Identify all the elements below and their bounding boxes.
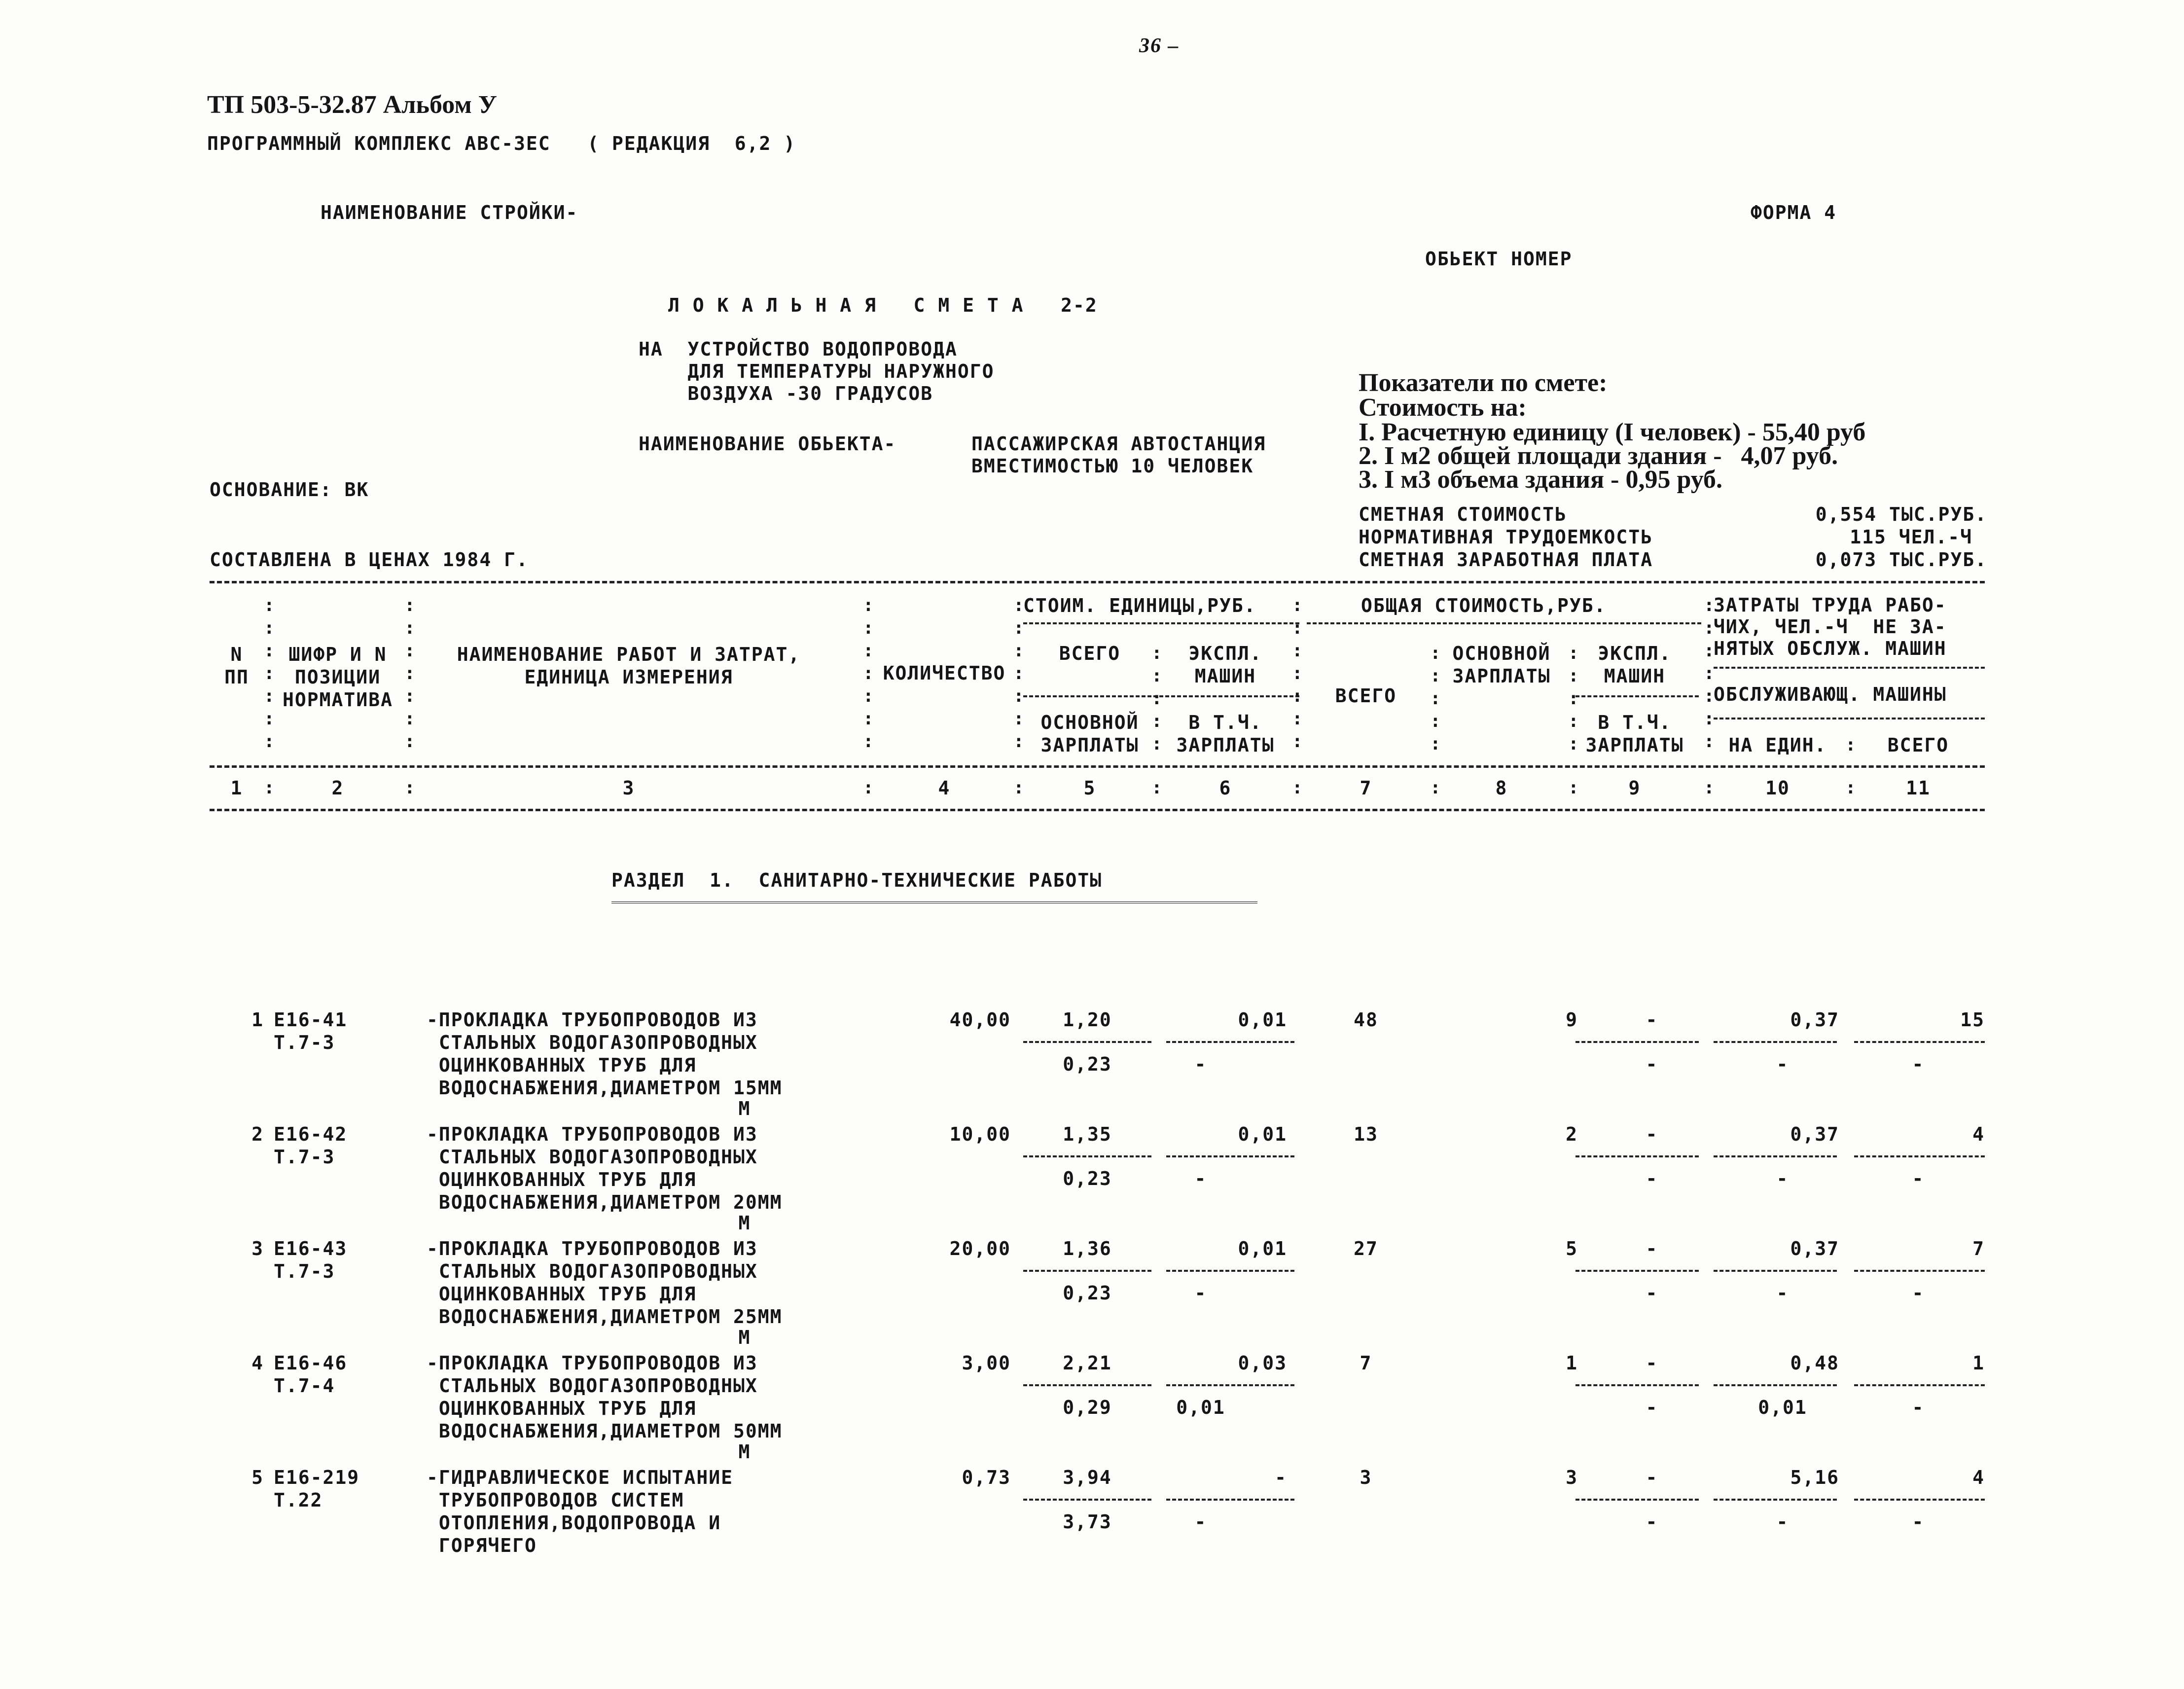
summary-label-cost: СМЕТНАЯ СТОИМОСТЬ <box>1359 503 1567 525</box>
row-unit-cost-total: 3,94 <box>1063 1467 1112 1488</box>
row-total-machines-salary: - <box>1646 1053 1658 1075</box>
document-page: 36 – ТП 503-5-32.87 Альбом У ПРОГРАММНЫЙ КОМПЛЕКС АВС-ЗЕС ( РЕДАКЦИЯ 6,2 ) НАИМЕНОВАНИЕ СТРОЙКИ- ФОРМА 4 ОБЬЕКТ НОМЕР Л О К А Л Ь Н А Я С М Е Т А 2-2 НА УСТРОЙСТВО ВОДОПРОВОДА ДЛЯ ТЕМПЕРАТУРЫ НАРУЖНОГО ВОЗДУХА -30 ГРАДУСОВ НАИМЕНОВАНИЕ ОБЬЕКТА- ПАССАЖИРСКАЯ АВТОСТАНЦИЯ ВМЕСТИМОСТЬЮ 10 ЧЕЛОВЕК ОСНОВАНИЕ: ВК СОСТАВЛЕНА В ЦЕНАХ 1984 Г. Показатели по смете: Стоимость на: I. Расчетную единицу (I человек) - 55,40 руб 2. I м2 общей площади здания - 4,07 руб. 3. I м3 объема здания - 0,95 руб. СМЕТНАЯ СТОИМОСТЬ 0,554 ТЫС.РУБ. НОРМАТИВНАЯ ТРУДОЕМКОСТЬ 115 ЧЕЛ.-Ч СМЕТНАЯ ЗАРАБОТНАЯ ПЛАТА 0,073 ТЫС.РУБ. N ПП ШИФР И N ПОЗИЦИИ НОРМАТИВА НАИМЕНОВАНИЕ РАБОТ И ЗАТРАТ, ЕДИНИЦА ИЗМЕРЕНИЯ КОЛИЧЕСТВО СТОИМ. ЕДИНИЦЫ,РУБ. ВСЕГО ЭКСПЛ. МАШИН ОСНОВНОЙ ЗАРПЛАТЫ В Т.Ч. ЗАРПЛАТЫ ОБЩАЯ СТОИМОСТЬ,РУБ. ВСЕГО ОСНОВНОЙ ЗАРПЛАТЫ ЭКСПЛ. МАШИН В Т.Ч. ЗАРПЛАТЫ ЗАТРАТЫ ТРУДА РАБО- ЧИХ, ЧЕЛ.-Ч НЕ ЗА- НЯТЫХ ОБСЛУЖ. МАШИН ОБСЛУЖИВАЮЩ. МАШИНЫ НА ЕДИН. ВСЕГО : : : : : : : : : : : : : : : : : : : : : : : : : : : : : : : : : : : : : : : : : : : : : : : : : : : : : : : : : : 1 2 3 4 5 6 7 8 9 10 11 : : : : : : : : : : РАЗДЕЛ 1. САНИТАРНО-ТЕХНИЧЕСКИЕ РАБОТЫ 1 Е16-41 Т.7-3 -ПРОКЛАДКА ТРУБОПРОВОДОВ ИЗ СТАЛЬНЫХ ВОДОГАЗОПРОВОДНЫХ ОЦИНКОВАННЫХ ТРУБ ДЛЯ ВОДОСНАБЖЕНИЯ,ДИАМЕТРОМ 15ММ 40,00 1,20 0,01 0,23 - 48 9 - - 0,37 15 - - М 2 Е16-42 Т.7-3 -ПРОКЛАДКА ТРУБОПРОВОДОВ ИЗ СТАЛЬНЫХ ВОДОГАЗОПРОВОДНЫХ ОЦИНКОВАННЫХ ТРУБ ДЛЯ ВОДОСНАБЖЕНИЯ,ДИАМЕТРОМ 20ММ 10,00 1,35 0,01 0,23 - 13 2 - - 0,37 4 - - М 3 Е16-43 Т.7-3 -ПРОКЛАДКА ТРУБОПРОВОДОВ ИЗ СТАЛЬНЫХ ВОДОГАЗОПРОВОДНЫХ ОЦИНКОВАННЫХ ТРУБ ДЛЯ ВОДОСНАБЖЕНИЯ,ДИАМЕТРОМ 25ММ 20,00 1,36 0,01 0,23 - 27 5 - - 0,37 7 - - М 4 Е16-46 Т.7-4 -ПРОКЛАДКА ТРУБОПРОВОДОВ ИЗ СТАЛЬНЫХ ВОДОГАЗОПРОВОДНЫХ ОЦИНКОВАННЫХ ТРУБ ДЛЯ ВОДОСНАБЖЕНИЯ,ДИАМЕТРОМ 50ММ 3,00 2,21 0,03 0,29 0,01 7 1 - - 0,48 1 0,01 - М 5 Е16-219 Т.22 -ГИДРАВЛИЧЕСКОЕ ИСПЫТАНИЕ ТРУБОПРОВОДОВ СИСТЕМ ОТОПЛЕНИЯ,ВОДОПРОВОДА И ГОРЯЧЕГО 0,73 3,94 - 3,73 - 3 3 - - 5,16 4 - - <box>0 0 2184 1689</box>
album-reference: ТП 503-5-32.87 Альбом У <box>207 91 497 119</box>
row-total: 3 <box>1360 1467 1372 1488</box>
row-unit-cost-machines: 0,01 <box>1238 1238 1287 1259</box>
row-unit-cost-total: 2,21 <box>1063 1352 1112 1374</box>
indicators-heading: Показатели по смете: <box>1359 369 1608 397</box>
row-total-machines: - <box>1646 1123 1658 1145</box>
row-subdivider <box>1854 1041 1985 1043</box>
row-quantity: 3,00 <box>962 1352 1011 1374</box>
col-number-10: 10 <box>1765 777 1790 799</box>
row-quantity: 40,00 <box>949 1009 1011 1031</box>
row-norm-code: Е16-43 Т.7-3 <box>274 1238 348 1282</box>
row-labor2-per-unit: - <box>1776 1282 1789 1304</box>
row-norm-code: Е16-46 Т.7-4 <box>274 1352 348 1397</box>
header-labor-rule-1 <box>1714 667 1985 669</box>
row-subdivider <box>1023 1155 1151 1157</box>
col-number-5: 5 <box>1083 777 1096 799</box>
row-total: 27 <box>1354 1238 1378 1259</box>
row-number: 1 <box>251 1009 264 1031</box>
row-labor-total: 7 <box>1972 1238 1985 1259</box>
header-col-2: ШИФР И N ПОЗИЦИИ НОРМАТИВА <box>283 644 393 711</box>
header-col-9-top: ЭКСПЛ. МАШИН <box>1598 643 1672 687</box>
row-quantity: 10,00 <box>949 1123 1011 1145</box>
row-subdivider <box>1575 1270 1699 1272</box>
row-labor-per-unit: 5,16 <box>1790 1467 1839 1488</box>
row-subdivider <box>1166 1270 1294 1272</box>
row-number: 2 <box>251 1123 264 1145</box>
row-labor2-total: - <box>1912 1053 1925 1075</box>
header-col-9-bottom: В Т.Ч. ЗАРПЛАТЫ <box>1585 712 1684 756</box>
subject-line-2: ДЛЯ ТЕМПЕРАТУРЫ НАРУЖНОГО <box>639 360 995 382</box>
document-title: Л О К А Л Ь Н А Я С М Е Т А 2-2 <box>668 294 1098 316</box>
row-labor-per-unit: 0,37 <box>1790 1123 1839 1145</box>
row-unit-cost-salary: 0,23 <box>1063 1282 1112 1304</box>
col-number-8: 8 <box>1495 777 1508 799</box>
header-col-7: ВСЕГО <box>1335 685 1397 707</box>
header-total-cost-rule <box>1307 622 1701 624</box>
row-total: 48 <box>1354 1009 1378 1031</box>
row-labor-total: 15 <box>1960 1009 1985 1031</box>
row-subdivider <box>1575 1384 1699 1386</box>
header-col-6-bottom: В Т.Ч. ЗАРПЛАТЫ <box>1176 712 1275 756</box>
row-total-salary: 2 <box>1566 1123 1578 1145</box>
row-unit-cost-machines: 0,01 <box>1238 1009 1287 1031</box>
row-total-machines: - <box>1646 1238 1658 1259</box>
row-subdivider <box>1023 1041 1151 1043</box>
header-col-1: N ПП <box>224 644 249 688</box>
row-subdivider <box>1023 1499 1151 1501</box>
row-subdivider <box>1575 1155 1699 1157</box>
row-unit: М <box>738 1441 751 1463</box>
row-subdivider <box>1575 1041 1699 1043</box>
row-subdivider <box>1854 1270 1985 1272</box>
header-labor-sub: ОБСЛУЖИВАЮЩ. МАШИНЫ <box>1714 683 1947 705</box>
summary-value-cost: 0,554 ТЫС.РУБ. <box>1815 503 1987 525</box>
col-number-1: 1 <box>230 777 243 799</box>
row-number: 3 <box>251 1238 264 1259</box>
construction-label: НАИМЕНОВАНИЕ СТРОЙКИ- <box>321 202 578 223</box>
row-total-machines: - <box>1646 1467 1658 1488</box>
row-subdivider <box>1714 1384 1837 1386</box>
col-number-9: 9 <box>1628 777 1641 799</box>
header-labor: ЗАТРАТЫ ТРУДА РАБО- ЧИХ, ЧЕЛ.-Ч НЕ ЗА- НЯТЫХ ОБСЛУЖ. МАШИН <box>1714 594 1947 659</box>
header-labor-rule-2 <box>1714 718 1985 719</box>
row-unit-cost-machines-salary: - <box>1194 1053 1207 1075</box>
section-title: РАЗДЕЛ 1. САНИТАРНО-ТЕХНИЧЕСКИЕ РАБОТЫ <box>611 869 1103 891</box>
row-total-machines-salary: - <box>1646 1168 1658 1189</box>
row-total-salary: 9 <box>1566 1009 1578 1031</box>
header-col-4: КОЛИЧЕСТВО <box>883 662 1006 684</box>
row-labor2-total: - <box>1912 1397 1925 1418</box>
row-unit-cost-machines-salary: - <box>1194 1168 1207 1189</box>
col-number-11: 11 <box>1906 777 1931 799</box>
row-work-name: -ПРОКЛАДКА ТРУБОПРОВОДОВ ИЗ СТАЛЬНЫХ ВОДОГАЗОПРОВОДНЫХ ОЦИНКОВАННЫХ ТРУБ ДЛЯ ВОДОСНАБЖЕНИЯ,ДИАМЕТРОМ 25ММ <box>427 1238 783 1328</box>
object-number-label: ОБЬЕКТ НОМЕР <box>1425 248 1573 270</box>
row-unit-cost-salary: 0,23 <box>1063 1053 1112 1075</box>
header-col-3: НАИМЕНОВАНИЕ РАБОТ И ЗАТРАТ, ЕДИНИЦА ИЗМЕРЕНИЯ <box>457 644 801 688</box>
indicator-per-m2: 2. I м2 общей площади здания - 4,07 руб. <box>1359 442 1838 470</box>
row-unit-cost-total: 1,36 <box>1063 1238 1112 1259</box>
row-unit-cost-total: 1,20 <box>1063 1009 1112 1031</box>
row-unit: М <box>738 1212 751 1234</box>
row-total-machines: - <box>1646 1352 1658 1374</box>
row-subdivider <box>1575 1499 1699 1501</box>
row-total: 7 <box>1360 1352 1372 1374</box>
row-subdivider <box>1714 1499 1837 1501</box>
subject-line-1: НА УСТРОЙСТВО ВОДОПРОВОДА <box>639 338 958 360</box>
row-subdivider <box>1714 1155 1837 1157</box>
row-labor2-total: - <box>1912 1282 1925 1304</box>
row-subdivider <box>1166 1155 1294 1157</box>
header-col-8: ОСНОВНОЙ ЗАРПЛАТЫ <box>1452 643 1551 687</box>
indicator-per-m3: 3. I м3 объема здания - 0,95 руб. <box>1359 466 1723 494</box>
indicator-per-person: I. Расчетную единицу (I человек) - 55,40 руб <box>1359 418 1866 446</box>
header-unit-cost: СТОИМ. ЕДИНИЦЫ,РУБ. <box>1023 595 1256 616</box>
col-number-3: 3 <box>622 777 635 799</box>
header-unit-cost-rule <box>1023 622 1299 624</box>
summary-value-salary: 0,073 ТЫС.РУБ. <box>1815 549 1987 571</box>
row-total-machines-salary: - <box>1646 1511 1658 1533</box>
row-unit-cost-machines-salary: 0,01 <box>1176 1397 1225 1418</box>
row-norm-code: Е16-219 Т.22 <box>274 1467 360 1511</box>
header-col-5-bottom: ОСНОВНОЙ ЗАРПЛАТЫ <box>1040 712 1139 756</box>
row-labor-per-unit: 0,37 <box>1790 1238 1839 1259</box>
row-subdivider <box>1023 1270 1151 1272</box>
page-number: 36 – <box>1139 35 1180 57</box>
row-labor-total: 1 <box>1972 1352 1985 1374</box>
header-total-cost: ОБЩАЯ СТОИМОСТЬ,РУБ. <box>1361 595 1607 616</box>
row-unit-cost-machines: 0,01 <box>1238 1123 1287 1145</box>
row-total-salary: 1 <box>1566 1352 1578 1374</box>
row-norm-code: Е16-42 Т.7-3 <box>274 1123 348 1168</box>
row-labor-total: 4 <box>1972 1123 1985 1145</box>
row-quantity: 0,73 <box>962 1467 1011 1488</box>
indicators-subheading: Стоимость на: <box>1359 394 1527 422</box>
prices-basis: СОСТАВЛЕНА В ЦЕНАХ 1984 Г. <box>210 549 529 571</box>
row-work-name: -ПРОКЛАДКА ТРУБОПРОВОДОВ ИЗ СТАЛЬНЫХ ВОДОГАЗОПРОВОДНЫХ ОЦИНКОВАННЫХ ТРУБ ДЛЯ ВОДОСНАБЖЕНИЯ,ДИАМЕТРОМ 20ММ <box>427 1123 783 1213</box>
row-subdivider <box>1854 1499 1985 1501</box>
row-number: 5 <box>251 1467 264 1488</box>
row-subdivider <box>1166 1041 1294 1043</box>
table-top-rule <box>210 581 1985 583</box>
col-number-7: 7 <box>1360 777 1372 799</box>
form-label: ФОРМА 4 <box>1751 202 1837 223</box>
header-col-11: ВСЕГО <box>1887 734 1949 756</box>
header-col-6-top: ЭКСПЛ. МАШИН <box>1188 643 1262 687</box>
row-labor2-per-unit: - <box>1776 1168 1789 1189</box>
row-norm-code: Е16-41 Т.7-3 <box>274 1009 348 1053</box>
summary-label-labor: НОРМАТИВНАЯ ТРУДОЕМКОСТЬ <box>1359 526 1653 548</box>
row-total: 13 <box>1354 1123 1378 1145</box>
row-subdivider <box>1854 1155 1985 1157</box>
summary-label-salary: СМЕТНАЯ ЗАРАБОТНАЯ ПЛАТА <box>1359 549 1653 571</box>
object-name-line-1: ПАССАЖИРСКАЯ АВТОСТАНЦИЯ <box>971 433 1266 455</box>
column-number-bottom-rule <box>210 809 1985 811</box>
header-col-9-rule <box>1575 695 1699 697</box>
row-labor2-total: - <box>1912 1511 1925 1533</box>
row-total-machines-salary: - <box>1646 1397 1658 1418</box>
row-unit-cost-machines: 0,03 <box>1238 1352 1287 1374</box>
row-subdivider <box>1714 1270 1837 1272</box>
row-work-name: -ПРОКЛАДКА ТРУБОПРОВОДОВ ИЗ СТАЛЬНЫХ ВОДОГАЗОПРОВОДНЫХ ОЦИНКОВАННЫХ ТРУБ ДЛЯ ВОДОСНАБЖЕНИЯ,ДИАМЕТРОМ 50ММ <box>427 1352 783 1442</box>
row-total-machines-salary: - <box>1646 1282 1658 1304</box>
object-name-label: НАИМЕНОВАНИЕ ОБЬЕКТА- <box>639 433 896 455</box>
program-name: ПРОГРАММНЫЙ КОМПЛЕКС АВС-ЗЕС ( РЕДАКЦИЯ 6,2 ) <box>207 133 796 154</box>
basis: ОСНОВАНИЕ: ВК <box>210 479 369 501</box>
row-total-machines: - <box>1646 1009 1658 1031</box>
row-unit-cost-salary: 0,29 <box>1063 1397 1112 1418</box>
row-unit-cost-machines: - <box>1275 1467 1287 1488</box>
row-labor-total: 4 <box>1972 1467 1985 1488</box>
header-bottom-rule <box>210 765 1985 768</box>
row-number: 4 <box>251 1352 264 1374</box>
row-subdivider <box>1166 1499 1294 1501</box>
col-number-6: 6 <box>1219 777 1232 799</box>
summary-value-labor: 115 ЧЕЛ.-Ч <box>1850 526 1972 548</box>
row-labor-per-unit: 0,48 <box>1790 1352 1839 1374</box>
row-labor2-per-unit: - <box>1776 1053 1789 1075</box>
row-unit-cost-salary: 3,73 <box>1063 1511 1112 1533</box>
row-work-name: -ПРОКЛАДКА ТРУБОПРОВОДОВ ИЗ СТАЛЬНЫХ ВОДОГАЗОПРОВОДНЫХ ОЦИНКОВАННЫХ ТРУБ ДЛЯ ВОДОСНАБЖЕНИЯ,ДИАМЕТРОМ 15ММ <box>427 1009 783 1099</box>
row-unit: М <box>738 1327 751 1348</box>
row-quantity: 20,00 <box>949 1238 1011 1259</box>
row-total-salary: 3 <box>1566 1467 1578 1488</box>
row-unit-cost-salary: 0,23 <box>1063 1168 1112 1189</box>
row-unit-cost-total: 1,35 <box>1063 1123 1112 1145</box>
row-unit: М <box>738 1098 751 1119</box>
header-col-10: НА ЕДИН. <box>1728 734 1827 756</box>
col-number-4: 4 <box>938 777 951 799</box>
row-labor2-per-unit: - <box>1776 1511 1789 1533</box>
row-subdivider <box>1023 1384 1151 1386</box>
object-name-line-2: ВМЕСТИМОСТЬЮ 10 ЧЕЛОВЕК <box>971 455 1254 477</box>
section-title-underline <box>611 901 1257 903</box>
row-subdivider <box>1166 1384 1294 1386</box>
row-labor2-per-unit: 0,01 <box>1758 1397 1807 1418</box>
col-number-2: 2 <box>331 777 344 799</box>
row-work-name: -ГИДРАВЛИЧЕСКОЕ ИСПЫТАНИЕ ТРУБОПРОВОДОВ СИСТЕМ ОТОПЛЕНИЯ,ВОДОПРОВОДА И ГОРЯЧЕГО <box>427 1467 733 1556</box>
row-unit-cost-machines-salary: - <box>1194 1282 1207 1304</box>
row-subdivider <box>1854 1384 1985 1386</box>
header-col-5-top: ВСЕГО <box>1059 643 1121 664</box>
row-subdivider <box>1714 1041 1837 1043</box>
row-total-salary: 5 <box>1566 1238 1578 1259</box>
row-labor2-total: - <box>1912 1168 1925 1189</box>
row-unit-cost-machines-salary: - <box>1194 1511 1207 1533</box>
row-labor-per-unit: 0,37 <box>1790 1009 1839 1031</box>
subject-line-3: ВОЗДУХА -30 ГРАДУСОВ <box>639 383 933 404</box>
